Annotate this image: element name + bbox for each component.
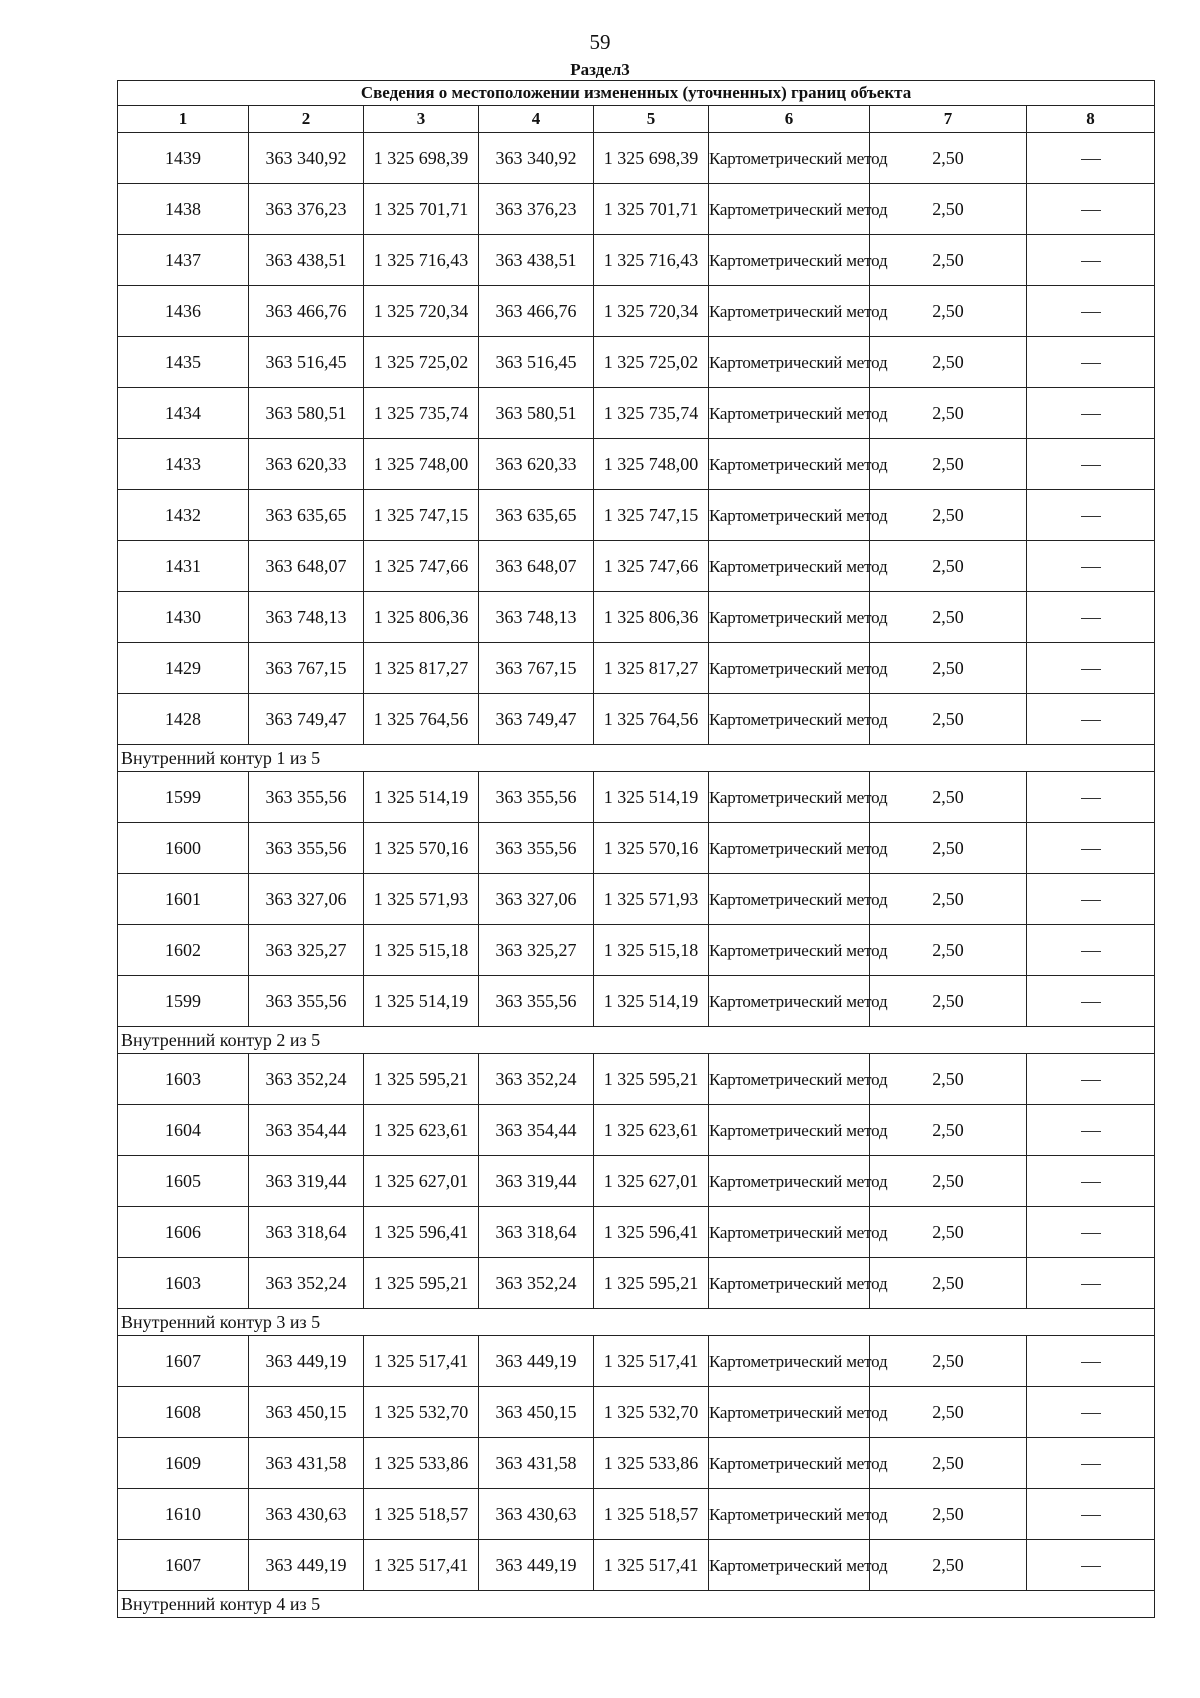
- x-existing-cell: 363 648,07: [249, 541, 364, 592]
- x-refined-cell: 363 748,13: [479, 592, 594, 643]
- point-number-cell: 1605: [118, 1156, 249, 1207]
- precision-cell: 2,50: [870, 286, 1027, 337]
- note-cell: [1027, 1336, 1155, 1387]
- y-existing-cell: 1 325 570,16: [364, 823, 479, 874]
- x-existing-cell: 363 748,13: [249, 592, 364, 643]
- x-refined-cell: 363 340,92: [479, 133, 594, 184]
- note-cell: [1027, 439, 1155, 490]
- dash-mark: [1081, 798, 1101, 799]
- x-existing-cell: 363 355,56: [249, 976, 364, 1027]
- dash-mark: [1081, 1464, 1101, 1465]
- x-refined-cell: 363 450,15: [479, 1387, 594, 1438]
- x-existing-cell: 363 767,15: [249, 643, 364, 694]
- point-number-cell: 1608: [118, 1387, 249, 1438]
- y-existing-cell: 1 325 698,39: [364, 133, 479, 184]
- precision-cell: 2,50: [870, 874, 1027, 925]
- dash-mark: [1081, 1131, 1101, 1132]
- x-refined-cell: 363 431,58: [479, 1438, 594, 1489]
- point-number-cell: 1600: [118, 823, 249, 874]
- method-cell: Картометрический метод: [709, 823, 870, 874]
- method-cell: Картометрический метод: [709, 439, 870, 490]
- precision-cell: 2,50: [870, 439, 1027, 490]
- y-refined-cell: 1 325 806,36: [594, 592, 709, 643]
- dash-mark: [1081, 1515, 1101, 1516]
- y-existing-cell: 1 325 515,18: [364, 925, 479, 976]
- contour-label-row: [118, 1591, 1155, 1618]
- x-refined-cell: 363 318,64: [479, 1207, 594, 1258]
- precision-cell: 2,50: [870, 1207, 1027, 1258]
- contour-label: Внутренний контур 2 из 5: [118, 1027, 1155, 1054]
- table-row: [118, 1438, 1155, 1489]
- y-refined-cell: 1 325 596,41: [594, 1207, 709, 1258]
- x-existing-cell: 363 355,56: [249, 772, 364, 823]
- y-refined-cell: 1 325 570,16: [594, 823, 709, 874]
- dash-mark: [1081, 1362, 1101, 1363]
- note-cell: [1027, 823, 1155, 874]
- method-cell: Картометрический метод: [709, 388, 870, 439]
- y-refined-cell: 1 325 533,86: [594, 1438, 709, 1489]
- table-row: [118, 490, 1155, 541]
- y-existing-cell: 1 325 514,19: [364, 976, 479, 1027]
- point-number-cell: 1602: [118, 925, 249, 976]
- y-refined-cell: 1 325 817,27: [594, 643, 709, 694]
- dash-mark: [1081, 414, 1101, 415]
- precision-cell: 2,50: [870, 823, 1027, 874]
- method-cell: Картометрический метод: [709, 1387, 870, 1438]
- y-refined-cell: 1 325 747,66: [594, 541, 709, 592]
- table-row: [118, 976, 1155, 1027]
- method-cell: Картометрический метод: [709, 235, 870, 286]
- dash-mark: [1081, 1413, 1101, 1414]
- method-cell: Картометрический метод: [709, 643, 870, 694]
- y-existing-cell: 1 325 806,36: [364, 592, 479, 643]
- x-refined-cell: 363 355,56: [479, 823, 594, 874]
- contour-label-row: [118, 745, 1155, 772]
- precision-cell: 2,50: [870, 1336, 1027, 1387]
- y-refined-cell: 1 325 571,93: [594, 874, 709, 925]
- method-cell: Картометрический метод: [709, 286, 870, 337]
- y-refined-cell: 1 325 532,70: [594, 1387, 709, 1438]
- y-refined-cell: 1 325 716,43: [594, 235, 709, 286]
- note-cell: [1027, 133, 1155, 184]
- dash-mark: [1081, 465, 1101, 466]
- x-existing-cell: 363 450,15: [249, 1387, 364, 1438]
- y-refined-cell: 1 325 725,02: [594, 337, 709, 388]
- x-refined-cell: 363 352,24: [479, 1258, 594, 1309]
- y-refined-cell: 1 325 595,21: [594, 1054, 709, 1105]
- y-refined-cell: 1 325 515,18: [594, 925, 709, 976]
- table-row: [118, 1387, 1155, 1438]
- method-cell: Картометрический метод: [709, 772, 870, 823]
- column-header-3: 3: [364, 106, 479, 133]
- dash-mark: [1081, 951, 1101, 952]
- method-cell: Картометрический метод: [709, 1540, 870, 1591]
- precision-cell: 2,50: [870, 490, 1027, 541]
- x-existing-cell: 363 352,24: [249, 1054, 364, 1105]
- y-existing-cell: 1 325 514,19: [364, 772, 479, 823]
- dash-mark: [1081, 1233, 1101, 1234]
- x-refined-cell: 363 648,07: [479, 541, 594, 592]
- note-cell: [1027, 1258, 1155, 1309]
- precision-cell: 2,50: [870, 694, 1027, 745]
- table-row: [118, 1489, 1155, 1540]
- point-number-cell: 1429: [118, 643, 249, 694]
- x-existing-cell: 363 431,58: [249, 1438, 364, 1489]
- note-cell: [1027, 925, 1155, 976]
- y-refined-cell: 1 325 698,39: [594, 133, 709, 184]
- table-row: [118, 1156, 1155, 1207]
- x-refined-cell: 363 466,76: [479, 286, 594, 337]
- precision-cell: 2,50: [870, 133, 1027, 184]
- table-row: [118, 235, 1155, 286]
- dash-mark: [1081, 849, 1101, 850]
- x-refined-cell: 363 449,19: [479, 1336, 594, 1387]
- contour-label: Внутренний контур 4 из 5: [118, 1591, 1155, 1618]
- x-refined-cell: 363 355,56: [479, 976, 594, 1027]
- x-existing-cell: 363 580,51: [249, 388, 364, 439]
- x-refined-cell: 363 449,19: [479, 1540, 594, 1591]
- y-existing-cell: 1 325 701,71: [364, 184, 479, 235]
- note-cell: [1027, 1207, 1155, 1258]
- x-existing-cell: 363 749,47: [249, 694, 364, 745]
- note-cell: [1027, 1540, 1155, 1591]
- point-number-cell: 1436: [118, 286, 249, 337]
- y-existing-cell: 1 325 517,41: [364, 1540, 479, 1591]
- point-number-cell: 1601: [118, 874, 249, 925]
- point-number-cell: 1433: [118, 439, 249, 490]
- table-row: [118, 823, 1155, 874]
- table-row: [118, 1054, 1155, 1105]
- x-existing-cell: 363 325,27: [249, 925, 364, 976]
- x-refined-cell: 363 355,56: [479, 772, 594, 823]
- note-cell: [1027, 1489, 1155, 1540]
- x-refined-cell: 363 352,24: [479, 1054, 594, 1105]
- note-cell: [1027, 541, 1155, 592]
- dash-mark: [1081, 1182, 1101, 1183]
- point-number-cell: 1603: [118, 1258, 249, 1309]
- x-existing-cell: 363 430,63: [249, 1489, 364, 1540]
- note-cell: [1027, 490, 1155, 541]
- method-cell: Картометрический метод: [709, 541, 870, 592]
- dash-mark: [1081, 261, 1101, 262]
- boundary-coordinates-table: [117, 80, 1155, 1618]
- y-refined-cell: 1 325 518,57: [594, 1489, 709, 1540]
- column-header-6: 6: [709, 106, 870, 133]
- dash-mark: [1081, 1002, 1101, 1003]
- x-refined-cell: 363 580,51: [479, 388, 594, 439]
- point-number-cell: 1607: [118, 1540, 249, 1591]
- y-existing-cell: 1 325 596,41: [364, 1207, 479, 1258]
- x-refined-cell: 363 430,63: [479, 1489, 594, 1540]
- dash-mark: [1081, 159, 1101, 160]
- note-cell: [1027, 592, 1155, 643]
- note-cell: [1027, 1156, 1155, 1207]
- method-cell: Картометрический метод: [709, 874, 870, 925]
- x-existing-cell: 363 449,19: [249, 1336, 364, 1387]
- method-cell: Картометрический метод: [709, 133, 870, 184]
- method-cell: Картометрический метод: [709, 1438, 870, 1489]
- method-cell: Картометрический метод: [709, 592, 870, 643]
- point-number-cell: 1430: [118, 592, 249, 643]
- dash-mark: [1081, 567, 1101, 568]
- table-row: [118, 1105, 1155, 1156]
- point-number-cell: 1428: [118, 694, 249, 745]
- x-existing-cell: 363 318,64: [249, 1207, 364, 1258]
- y-existing-cell: 1 325 764,56: [364, 694, 479, 745]
- note-cell: [1027, 286, 1155, 337]
- y-refined-cell: 1 325 764,56: [594, 694, 709, 745]
- method-cell: Картометрический метод: [709, 1336, 870, 1387]
- y-existing-cell: 1 325 747,15: [364, 490, 479, 541]
- x-existing-cell: 363 516,45: [249, 337, 364, 388]
- dash-mark: [1081, 1284, 1101, 1285]
- y-refined-cell: 1 325 747,15: [594, 490, 709, 541]
- y-existing-cell: 1 325 720,34: [364, 286, 479, 337]
- y-existing-cell: 1 325 532,70: [364, 1387, 479, 1438]
- y-existing-cell: 1 325 747,66: [364, 541, 479, 592]
- note-cell: [1027, 1105, 1155, 1156]
- contour-label-row: [118, 1027, 1155, 1054]
- note-cell: [1027, 388, 1155, 439]
- table-row: [118, 592, 1155, 643]
- x-refined-cell: 363 438,51: [479, 235, 594, 286]
- point-number-cell: 1609: [118, 1438, 249, 1489]
- x-existing-cell: 363 449,19: [249, 1540, 364, 1591]
- y-refined-cell: 1 325 517,41: [594, 1540, 709, 1591]
- table-body: [118, 133, 1155, 1618]
- y-refined-cell: 1 325 627,01: [594, 1156, 709, 1207]
- method-cell: Картометрический метод: [709, 490, 870, 541]
- precision-cell: 2,50: [870, 388, 1027, 439]
- x-existing-cell: 363 340,92: [249, 133, 364, 184]
- y-existing-cell: 1 325 725,02: [364, 337, 479, 388]
- y-refined-cell: 1 325 720,34: [594, 286, 709, 337]
- point-number-cell: 1599: [118, 976, 249, 1027]
- note-cell: [1027, 184, 1155, 235]
- point-number-cell: 1438: [118, 184, 249, 235]
- table-row: [118, 925, 1155, 976]
- table-row: [118, 1540, 1155, 1591]
- point-number-cell: 1607: [118, 1336, 249, 1387]
- point-number-cell: 1437: [118, 235, 249, 286]
- y-refined-cell: 1 325 517,41: [594, 1336, 709, 1387]
- x-refined-cell: 363 376,23: [479, 184, 594, 235]
- y-existing-cell: 1 325 817,27: [364, 643, 479, 694]
- contour-label: Внутренний контур 1 из 5: [118, 745, 1155, 772]
- column-header-2: 2: [249, 106, 364, 133]
- table-row: [118, 541, 1155, 592]
- contour-label-row: [118, 1309, 1155, 1336]
- x-existing-cell: 363 319,44: [249, 1156, 364, 1207]
- y-existing-cell: 1 325 571,93: [364, 874, 479, 925]
- dash-mark: [1081, 618, 1101, 619]
- table-title: Сведения о местоположении измененных (уточненных) границ объекта: [118, 81, 1155, 106]
- note-cell: [1027, 976, 1155, 1027]
- x-existing-cell: 363 327,06: [249, 874, 364, 925]
- table-row: [118, 1207, 1155, 1258]
- y-refined-cell: 1 325 701,71: [594, 184, 709, 235]
- precision-cell: 2,50: [870, 1489, 1027, 1540]
- table-row: [118, 388, 1155, 439]
- table-row: [118, 1336, 1155, 1387]
- x-existing-cell: 363 466,76: [249, 286, 364, 337]
- table-row: [118, 286, 1155, 337]
- method-cell: Картометрический метод: [709, 1105, 870, 1156]
- y-existing-cell: 1 325 623,61: [364, 1105, 479, 1156]
- y-existing-cell: 1 325 595,21: [364, 1258, 479, 1309]
- point-number-cell: 1439: [118, 133, 249, 184]
- precision-cell: 2,50: [870, 184, 1027, 235]
- point-number-cell: 1606: [118, 1207, 249, 1258]
- x-refined-cell: 363 319,44: [479, 1156, 594, 1207]
- dash-mark: [1081, 900, 1101, 901]
- column-header-1: 1: [118, 106, 249, 133]
- x-refined-cell: 363 620,33: [479, 439, 594, 490]
- dash-mark: [1081, 210, 1101, 211]
- note-cell: [1027, 235, 1155, 286]
- dash-mark: [1081, 1080, 1101, 1081]
- note-cell: [1027, 337, 1155, 388]
- method-cell: Картометрический метод: [709, 925, 870, 976]
- method-cell: Картометрический метод: [709, 184, 870, 235]
- y-existing-cell: 1 325 735,74: [364, 388, 479, 439]
- column-header-8: 8: [1027, 106, 1155, 133]
- y-existing-cell: 1 325 595,21: [364, 1054, 479, 1105]
- point-number-cell: 1431: [118, 541, 249, 592]
- note-cell: [1027, 874, 1155, 925]
- page-number: 59: [589, 30, 611, 54]
- note-cell: [1027, 1054, 1155, 1105]
- point-number-cell: 1432: [118, 490, 249, 541]
- column-header-4: 4: [479, 106, 594, 133]
- y-existing-cell: 1 325 517,41: [364, 1336, 479, 1387]
- column-header-7: 7: [870, 106, 1027, 133]
- precision-cell: 2,50: [870, 1105, 1027, 1156]
- table-row: [118, 184, 1155, 235]
- y-refined-cell: 1 325 735,74: [594, 388, 709, 439]
- x-existing-cell: 363 635,65: [249, 490, 364, 541]
- y-refined-cell: 1 325 623,61: [594, 1105, 709, 1156]
- precision-cell: 2,50: [870, 772, 1027, 823]
- x-refined-cell: 363 635,65: [479, 490, 594, 541]
- y-existing-cell: 1 325 716,43: [364, 235, 479, 286]
- contour-label: Внутренний контур 3 из 5: [118, 1309, 1155, 1336]
- point-number-cell: 1434: [118, 388, 249, 439]
- dash-mark: [1081, 669, 1101, 670]
- y-refined-cell: 1 325 514,19: [594, 976, 709, 1027]
- precision-cell: 2,50: [870, 541, 1027, 592]
- dash-mark: [1081, 363, 1101, 364]
- column-number-row: [118, 106, 1155, 133]
- section-title: Раздел3: [570, 60, 630, 79]
- note-cell: [1027, 1438, 1155, 1489]
- x-existing-cell: 363 352,24: [249, 1258, 364, 1309]
- precision-cell: 2,50: [870, 1540, 1027, 1591]
- precision-cell: 2,50: [870, 976, 1027, 1027]
- x-existing-cell: 363 376,23: [249, 184, 364, 235]
- precision-cell: 2,50: [870, 1258, 1027, 1309]
- x-refined-cell: 363 325,27: [479, 925, 594, 976]
- table-row: [118, 337, 1155, 388]
- note-cell: [1027, 643, 1155, 694]
- y-existing-cell: 1 325 748,00: [364, 439, 479, 490]
- method-cell: Картометрический метод: [709, 337, 870, 388]
- note-cell: [1027, 772, 1155, 823]
- x-existing-cell: 363 438,51: [249, 235, 364, 286]
- method-cell: Картометрический метод: [709, 1207, 870, 1258]
- point-number-cell: 1603: [118, 1054, 249, 1105]
- dash-mark: [1081, 516, 1101, 517]
- table-row: [118, 439, 1155, 490]
- precision-cell: 2,50: [870, 643, 1027, 694]
- x-refined-cell: 363 327,06: [479, 874, 594, 925]
- y-refined-cell: 1 325 514,19: [594, 772, 709, 823]
- method-cell: Картометрический метод: [709, 1156, 870, 1207]
- dash-mark: [1081, 312, 1101, 313]
- point-number-cell: 1435: [118, 337, 249, 388]
- x-refined-cell: 363 767,15: [479, 643, 594, 694]
- table-row: [118, 772, 1155, 823]
- method-cell: Картометрический метод: [709, 1054, 870, 1105]
- method-cell: Картометрический метод: [709, 1258, 870, 1309]
- note-cell: [1027, 1387, 1155, 1438]
- point-number-cell: 1610: [118, 1489, 249, 1540]
- y-existing-cell: 1 325 627,01: [364, 1156, 479, 1207]
- y-refined-cell: 1 325 748,00: [594, 439, 709, 490]
- table-row: [118, 643, 1155, 694]
- precision-cell: 2,50: [870, 592, 1027, 643]
- x-refined-cell: 363 354,44: [479, 1105, 594, 1156]
- table-row: [118, 694, 1155, 745]
- x-refined-cell: 363 749,47: [479, 694, 594, 745]
- x-existing-cell: 363 355,56: [249, 823, 364, 874]
- method-cell: Картометрический метод: [709, 1489, 870, 1540]
- method-cell: Картометрический метод: [709, 694, 870, 745]
- precision-cell: 2,50: [870, 235, 1027, 286]
- note-cell: [1027, 694, 1155, 745]
- x-existing-cell: 363 620,33: [249, 439, 364, 490]
- precision-cell: 2,50: [870, 1156, 1027, 1207]
- precision-cell: 2,50: [870, 1387, 1027, 1438]
- precision-cell: 2,50: [870, 1054, 1027, 1105]
- point-number-cell: 1599: [118, 772, 249, 823]
- dash-mark: [1081, 720, 1101, 721]
- precision-cell: 2,50: [870, 1438, 1027, 1489]
- table-row: [118, 874, 1155, 925]
- precision-cell: 2,50: [870, 337, 1027, 388]
- dash-mark: [1081, 1566, 1101, 1567]
- table-row: [118, 1258, 1155, 1309]
- x-refined-cell: 363 516,45: [479, 337, 594, 388]
- precision-cell: 2,50: [870, 925, 1027, 976]
- y-existing-cell: 1 325 518,57: [364, 1489, 479, 1540]
- x-existing-cell: 363 354,44: [249, 1105, 364, 1156]
- point-number-cell: 1604: [118, 1105, 249, 1156]
- column-header-5: 5: [594, 106, 709, 133]
- method-cell: Картометрический метод: [709, 976, 870, 1027]
- table-row: [118, 133, 1155, 184]
- y-refined-cell: 1 325 595,21: [594, 1258, 709, 1309]
- y-existing-cell: 1 325 533,86: [364, 1438, 479, 1489]
